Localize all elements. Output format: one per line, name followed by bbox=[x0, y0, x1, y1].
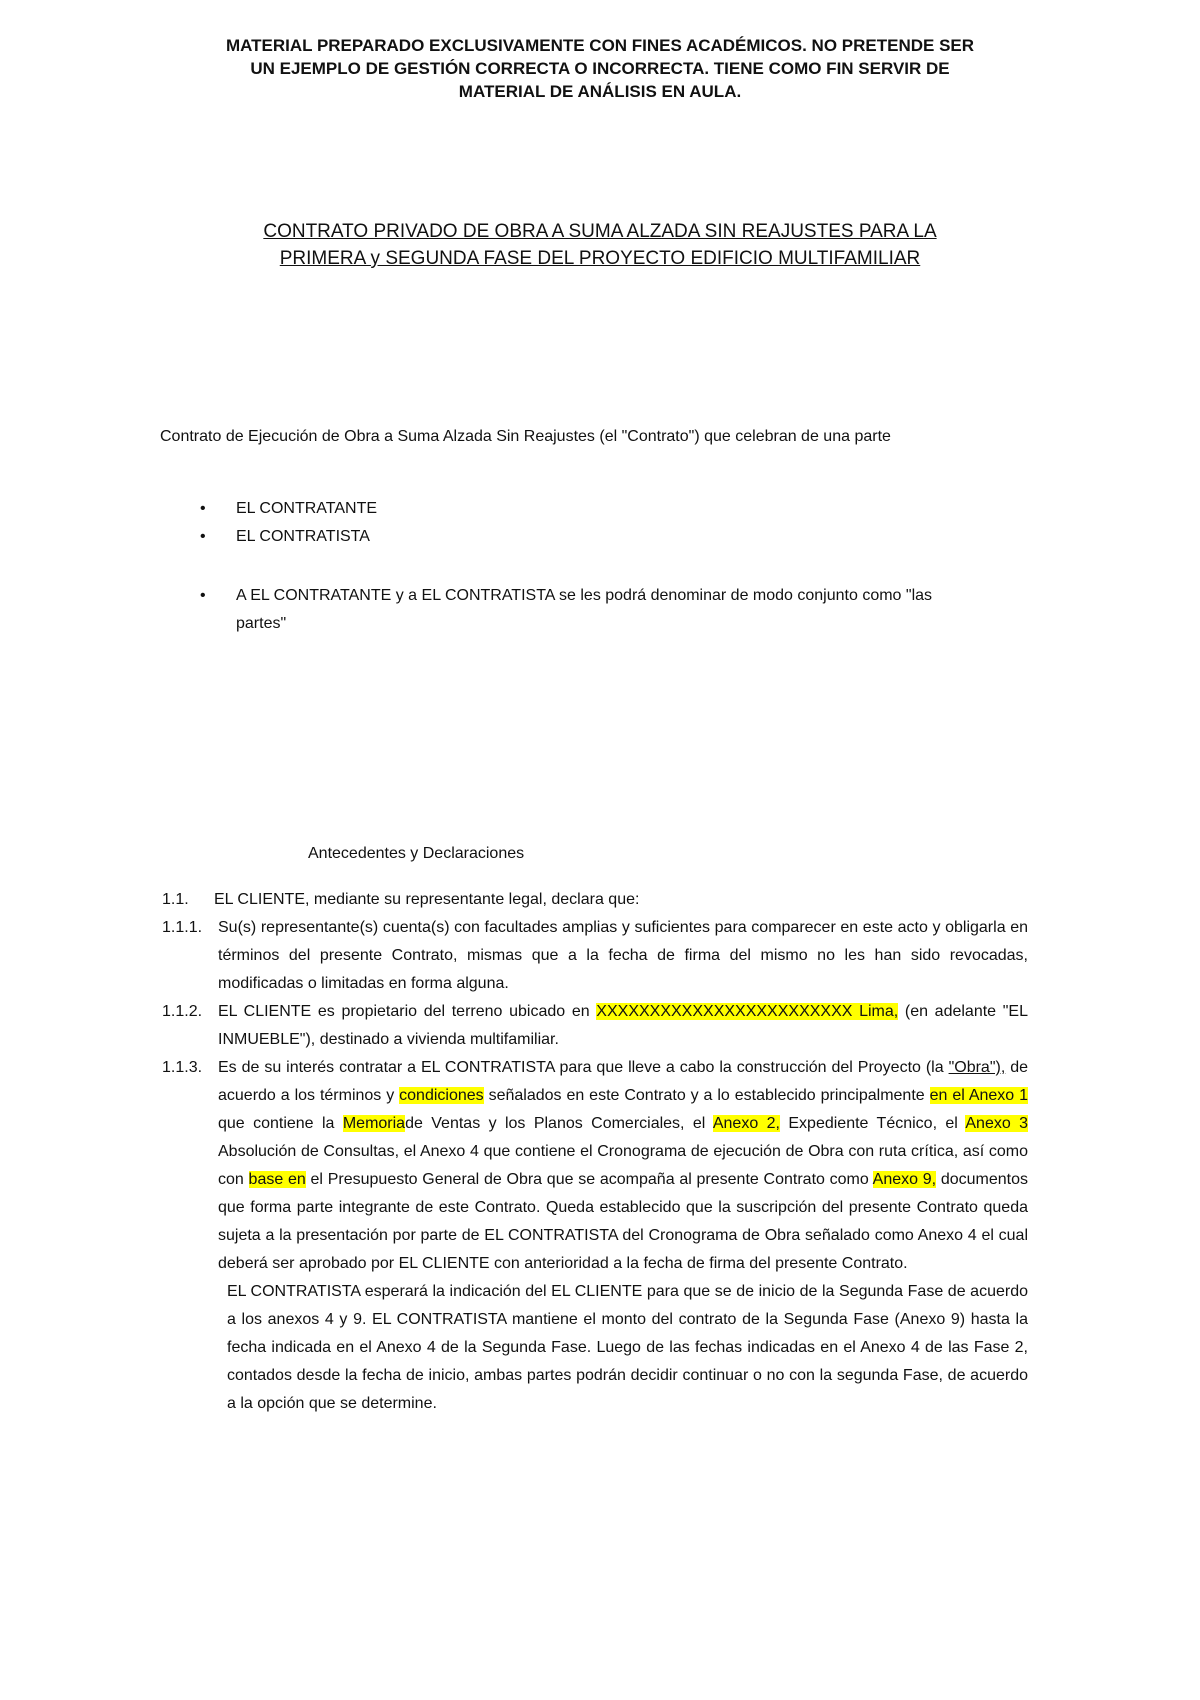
clause-text: de acuerdo a los términos y bbox=[218, 1059, 1028, 1104]
clause-text: EL CLIENTE, mediante su representante legal, declara que: bbox=[214, 891, 640, 908]
clause-number: 1.1. bbox=[162, 891, 189, 908]
party-contratista: EL CONTRATISTA bbox=[236, 528, 370, 545]
highlighted-term: base en bbox=[248, 1171, 306, 1188]
highlighted-term: Anexo 9, bbox=[872, 1171, 937, 1188]
list-item bbox=[200, 495, 960, 523]
clause-text: que contiene la bbox=[218, 1115, 335, 1132]
disclaimer-line-3: MATERIAL DE ANÁLISIS EN AULA. bbox=[458, 82, 742, 101]
clause-text: Absolución de Consultas, el Anexo 4 que contiene el Cronograma de ejecución de Obra con ruta crítica, así como con bbox=[218, 1143, 1028, 1188]
clause-text: Su(s) representante(s) cuenta(s) con facultades amplias y suficientes para comparecer en este acto y obligarla en términos del presente Contrato, mismas que a la fecha de firma del mismo no les han sido revocadas, modificadas o limitadas en forma alguna. bbox=[218, 919, 1028, 992]
clause-1-1 bbox=[162, 886, 1028, 914]
clause-second-phase: EL CONTRATISTA esperará la indicación del EL CLIENTE para que se de inicio de la Segunda Fase de acuerdo a los anexos 4 y 9. EL CONTRATISTA mantiene el monto del contrato de la Segunda Fase (Anexo 9) hasta la fecha indicada en el Anexo 4 de la Segunda Fase. Luego de las fechas indicadas en el Anexo 4 de las Fase 2, contados desde la fecha de inicio, ambas partes podrán decidir continuar o no con la segunda Fase, de acuerdo a la opción que se determine. bbox=[227, 1283, 1028, 1412]
list-item bbox=[200, 582, 960, 638]
contract-title bbox=[150, 218, 1050, 272]
academic-disclaimer bbox=[150, 34, 1050, 103]
title-line-2: PRIMERA y SEGUNDA FASE DEL PROYECTO EDIFICIO MULTIFAMILIAR bbox=[279, 248, 921, 269]
section-heading: Antecedentes y Declaraciones bbox=[308, 845, 525, 862]
underlined-term: "Obra"), bbox=[948, 1059, 1006, 1076]
parties-note-list bbox=[200, 582, 960, 638]
clause-text: Expediente Técnico, el bbox=[788, 1115, 958, 1132]
bullet-icon: • bbox=[200, 528, 206, 545]
disclaimer-line-2: UN EJEMPLO DE GESTIÓN CORRECTA O INCORRECTA. TIENE COMO FIN SERVIR DE bbox=[250, 59, 950, 78]
list-item bbox=[200, 523, 960, 551]
bullet-icon: • bbox=[200, 587, 206, 604]
clause-text: señalados en este Contrato y a lo establecido principalmente bbox=[488, 1087, 925, 1104]
disclaimer-line-1: MATERIAL PREPARADO EXCLUSIVAMENTE CON FINES ACADÉMICOS. NO PRETENDE SER bbox=[225, 36, 975, 55]
parties-note: A EL CONTRATANTE y a EL CONTRATISTA se les podrá denominar de modo conjunto como "las partes" bbox=[236, 587, 933, 632]
title-line-1: CONTRATO PRIVADO DE OBRA A SUMA ALZADA SIN REAJUSTES PARA LA bbox=[263, 221, 937, 242]
intro-paragraph: Contrato de Ejecución de Obra a Suma Alzada Sin Reajustes (el "Contrato") que celebran de una parte bbox=[160, 428, 891, 445]
clause-text: el Presupuesto General de Obra que se acompaña al presente Contrato como bbox=[310, 1171, 869, 1188]
clauses bbox=[162, 886, 1028, 1418]
clause-number: 1.1.3. bbox=[162, 1059, 203, 1076]
clause-text: (en adelante "EL INMUEBLE"), destinado a vivienda multifamiliar. bbox=[218, 1003, 1028, 1048]
clause-text: EL CLIENTE es propietario del terreno ubicado en bbox=[218, 1003, 590, 1020]
highlighted-term: Anexo 3 bbox=[965, 1115, 1029, 1132]
highlighted-term: Anexo 2, bbox=[712, 1115, 780, 1132]
bullet-icon: • bbox=[200, 500, 206, 517]
clause-text: documentos que forma parte integrante de este Contrato. Queda establecido que la suscripción del presente Contrato queda sujeta a la presentación por parte de EL CONTRATISTA del Cronograma de Obra señalado como Anexo 4 el cual deberá ser aprobado por EL CLIENTE con anterioridad a la fecha de firma del presente Contrato. bbox=[218, 1171, 1029, 1272]
clause-text: Es de su interés contratar a EL CONTRATISTA para que lleve a cabo la construcción del Proyecto (la bbox=[218, 1059, 944, 1076]
party-contratante: EL CONTRATANTE bbox=[236, 500, 378, 517]
clause-number: 1.1.1. bbox=[162, 919, 203, 936]
clause-number: 1.1.2. bbox=[162, 1003, 203, 1020]
highlighted-address: XXXXXXXXXXXXXXXXXXXXXXXX Lima, bbox=[596, 1003, 899, 1020]
parties-list bbox=[200, 495, 960, 551]
clause-1-1-2 bbox=[162, 998, 1028, 1054]
highlighted-term: Memoria bbox=[342, 1115, 406, 1132]
highlighted-term: en el Anexo 1 bbox=[929, 1087, 1029, 1104]
clause-1-1-1 bbox=[162, 914, 1028, 998]
highlighted-term: condiciones bbox=[399, 1087, 484, 1104]
clause-1-1-3 bbox=[162, 1054, 1028, 1278]
clause-text: de Ventas y los Planos Comerciales, el bbox=[405, 1115, 706, 1132]
